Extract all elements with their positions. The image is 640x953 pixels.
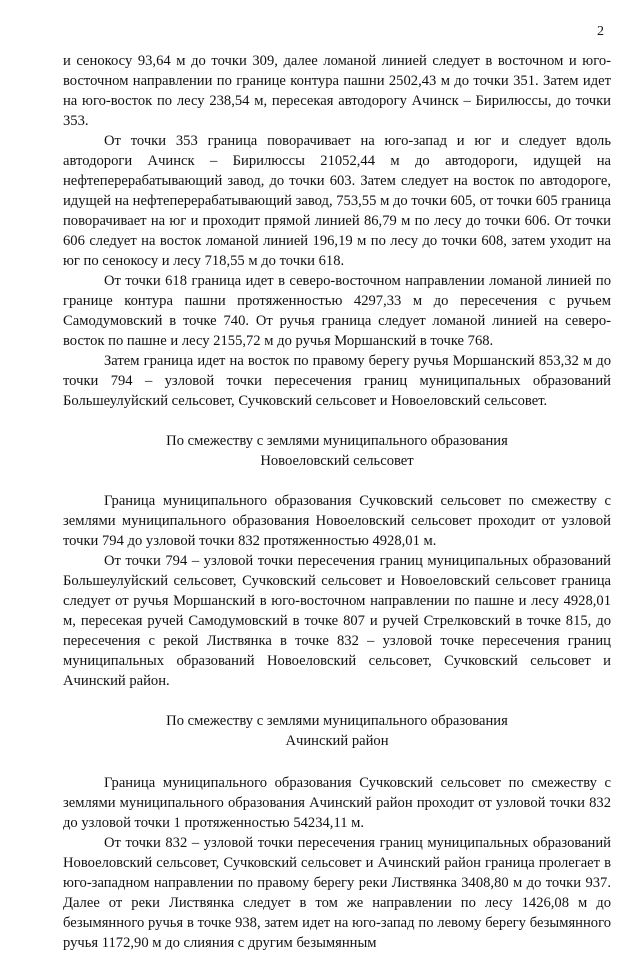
paragraph: От точки 832 – узловой точки пересечения границ муниципальных образований Новоеловский сельсовет, Сучковский сельсовет и Ачинский район граница пролегает в юго-западном направлении по правому берегу реки Листвянка 3408,80 м до точки 937. Далее от реки Листвянка следует в том же направлении по лесу 1426,08 м до безымянного ручья в точке 938, затем идет на юго-запад по левому берегу безымянного ручья 1172,90 м до слияния с другим безымянным <box>63 835 611 951</box>
page-number: 2 <box>597 24 604 39</box>
section-heading-achinsky <box>63 711 611 751</box>
paragraph: Граница муниципального образования Сучковский сельсовет по смежеству с землями муниципального образования Ачинский район проходит от узловой точки 832 до узловой точки 1 протяженностью 54234,11 м. <box>63 775 611 831</box>
heading-line: Новоеловский сельсовет <box>260 453 414 469</box>
paragraph: От точки 794 – узловой точки пересечения границ муниципальных образований Большеулуйский сельсовет, Сучковский сельсовет и Новоеловский сельсовет граница следует от ручья Моршанский в юго-восточном направлении по пашне и лесу 4928,01 м, пересекая ручей Самодумовский в точке 807 и ручей Стрелковский в точке 815, до пересечения с рекой Листвянка в точке 832 – узловой точке пересечения границ муниципальных образований Новоеловский сельсовет, Сучковский сельсовет и Ачинский район. <box>63 553 611 689</box>
paragraph: Граница муниципального образования Сучковский сельсовет по смежеству с землями муниципального образования Новоеловский сельсовет проходит от узловой точки 794 до узловой точки 832 протяженностью 4928,01 м. <box>63 493 611 549</box>
heading-line: По смежеству с землями муниципального образования <box>166 433 508 449</box>
paragraph: От точки 618 граница идет в северо-восточном направлении ломаной линией по границе контура пашни протяженностью 4297,33 м до пересечения с ручьем Самодумовский в точке 740. От ручья граница следует ломаной линией на северо-восток по пашне и лесу 2155,72 м до ручья Моршанский в точке 768. <box>63 273 611 349</box>
heading-line: По смежеству с землями муниципального образования <box>166 713 508 729</box>
paragraph: и сенокосу 93,64 м до точки 309, далее ломаной линией следует в восточном и юго-восточном направлении по границе контура пашни 2502,43 м до точки 351. Затем идет на юго-восток по лесу 238,54 м, пересекая автодорогу Ачинск – Бирилюссы, до точки 353. <box>63 53 611 129</box>
document-body <box>63 51 611 953</box>
section-heading-novoelovsky <box>63 431 611 471</box>
paragraph: От точки 353 граница поворачивает на юго-запад и юг и следует вдоль автодороги Ачинск – Бирилюссы 21052,44 м до автодороги, идущей на нефтеперерабатывающий завод, до точки 603. Затем следует на восток по автодороге, идущей на нефтеперерабатывающий завод, 753,55 м до точки 605, от точки 605 граница поворачивает на юг и проходит прямой линией 86,79 м по лесу до точки 606. От точки 606 следует на восток ломаной линией 196,19 м по лесу до точки 608, затем уходит на юг по сенокосу и лесу 718,55 м до точки 618. <box>63 133 611 269</box>
heading-line: Ачинский район <box>285 733 389 749</box>
paragraph: Затем граница идет на восток по правому берегу ручья Моршанский 853,32 м до точки 794 – узловой точки пересечения границ муниципальных образований Большеулуйский сельсовет, Сучковский сельсовет и Новоеловский сельсовет. <box>63 353 611 409</box>
